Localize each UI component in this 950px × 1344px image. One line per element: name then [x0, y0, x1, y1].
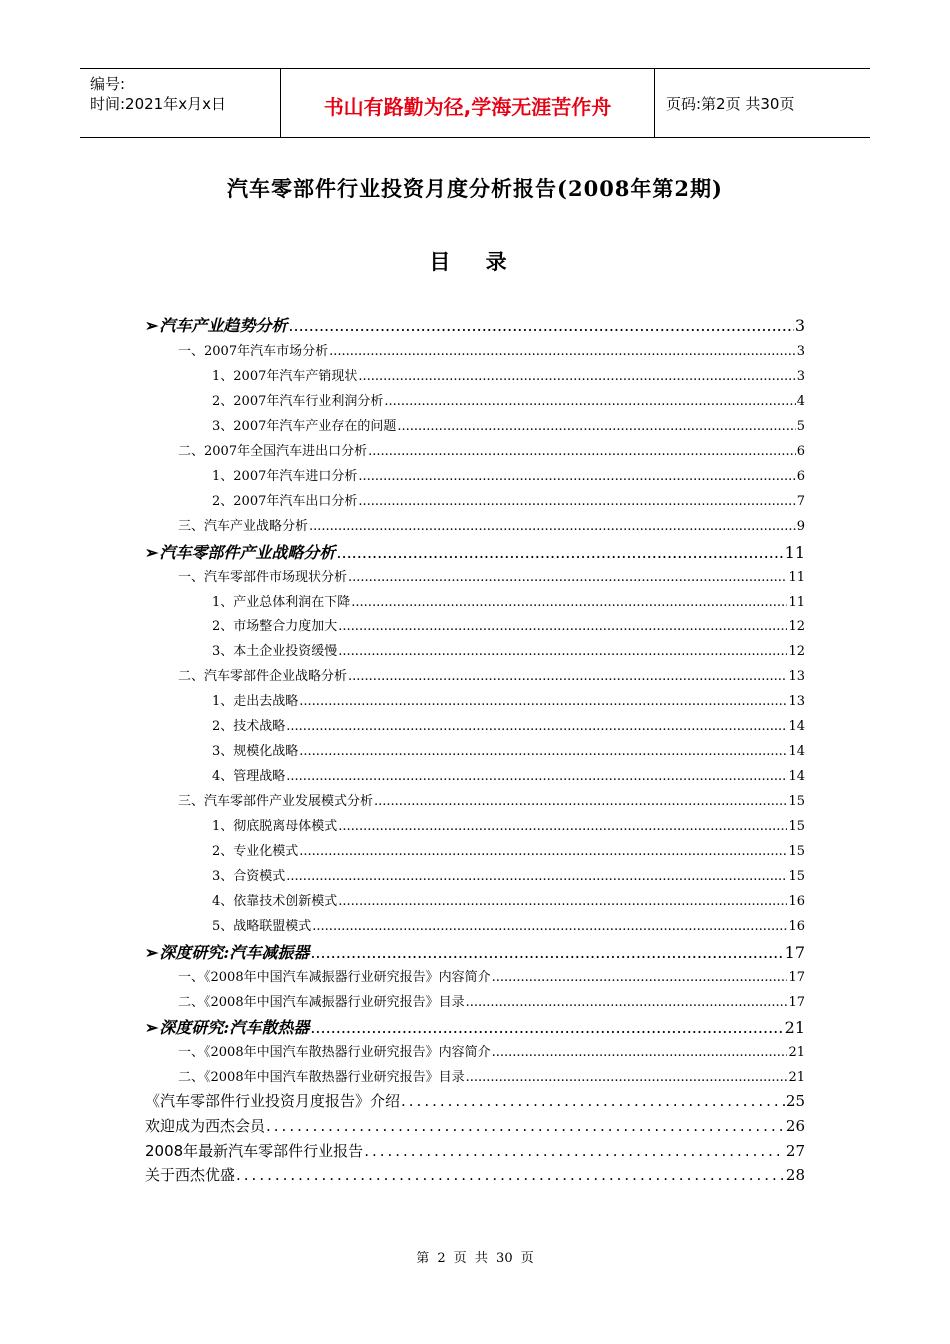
toc-entry[interactable] — [178, 566, 805, 585]
toc-entry[interactable] — [212, 865, 805, 884]
toc-dot-leader — [348, 669, 787, 684]
toc-entry-title: 2、专业化模式 — [212, 844, 299, 859]
toc-page-number: 15 — [788, 844, 805, 859]
toc-entry-title: 1、走出去战略 — [212, 694, 299, 709]
toc-entry-title: 1、产业总体利润在下降 — [212, 595, 351, 610]
toc-entry-label: 深度研究:汽车散热器 — [159, 1018, 310, 1037]
toc-entry-title: 欢迎成为西杰会员 — [145, 1117, 266, 1135]
toc-entry[interactable] — [212, 390, 805, 409]
toc-dot-leader — [266, 1117, 785, 1135]
toc-dot-leader — [286, 719, 787, 734]
toc-entry[interactable] — [212, 615, 805, 634]
toc-entry[interactable] — [145, 1115, 805, 1136]
header-motto-cell — [280, 69, 655, 137]
toc-entry-title: 关于西杰优盛 — [145, 1166, 236, 1184]
toc-entry[interactable] — [178, 665, 805, 684]
toc-entry-title — [145, 940, 309, 963]
toc-entry[interactable] — [178, 340, 805, 359]
toc-dot-leader — [312, 919, 787, 934]
toc-dot-leader — [338, 819, 787, 834]
toc-page-number: 4 — [796, 394, 805, 409]
toc-entry[interactable] — [212, 715, 805, 734]
toc-page-number: 25 — [785, 1092, 805, 1110]
toc-dot-leader — [310, 1018, 783, 1037]
toc-dot-leader — [288, 316, 793, 335]
toc-entry-title: 一、《2008年中国汽车散热器行业研究报告》内容简介 — [178, 1045, 491, 1060]
toc-entry-title — [145, 1015, 309, 1038]
toc-entry-title: 一、汽车零部件市场现状分析 — [178, 570, 348, 585]
toc-dot-leader — [368, 444, 796, 459]
toc-page-number: 15 — [788, 869, 805, 884]
toc-page-number: 15 — [788, 794, 805, 809]
toc-dot-leader — [236, 1166, 785, 1184]
toc-dot-leader — [336, 543, 783, 562]
toc-entry-title: 2008年最新汽车零部件行业报告 — [145, 1142, 364, 1160]
arrow-bullet-icon: ➢ — [145, 943, 159, 962]
toc-page-number: 5 — [796, 419, 805, 434]
page-footer: 第 2 页 共 30 页 — [416, 1251, 534, 1266]
toc-dot-leader — [358, 369, 795, 384]
toc-page-number: 13 — [788, 694, 805, 709]
header-page-info: 页码:第2页 共30页 — [666, 95, 795, 113]
toc-dot-leader — [309, 519, 796, 534]
number-label: 编号: — [90, 75, 126, 93]
toc-page-number: 15 — [788, 819, 805, 834]
toc-entry-title: 3、本土企业投资缓慢 — [212, 644, 338, 659]
toc-entry[interactable] — [212, 765, 805, 784]
toc-dot-leader — [329, 344, 796, 359]
toc-dot-leader — [466, 1070, 788, 1085]
toc-page-number: 17 — [784, 943, 805, 962]
toc-entry-title: 2、2007年汽车行业利润分析 — [212, 394, 384, 409]
toc-entry[interactable] — [212, 815, 805, 834]
toc-section-entry[interactable] — [145, 540, 805, 563]
toc-entry-title: 二、2007年全国汽车进出口分析 — [178, 444, 368, 459]
toc-entry[interactable] — [212, 365, 805, 384]
toc-page-number: 14 — [788, 719, 805, 734]
toc-page-number: 21 — [784, 1018, 805, 1037]
toc-dot-leader — [492, 1045, 788, 1060]
toc-entry-title: 一、《2008年中国汽车减振器行业研究报告》内容简介 — [178, 970, 491, 985]
toc-entry-title: 1、2007年汽车产销现状 — [212, 369, 358, 384]
toc-page-number: 9 — [796, 519, 805, 534]
toc-dot-leader — [338, 619, 787, 634]
toc-section-entry[interactable] — [145, 1015, 805, 1038]
toc-dot-leader — [299, 694, 787, 709]
toc-page-number: 3 — [796, 344, 805, 359]
toc-entry-title: 3、规模化战略 — [212, 744, 299, 759]
toc-dot-leader — [401, 1092, 785, 1110]
toc-entry[interactable] — [145, 1090, 805, 1111]
toc-entry-title — [145, 540, 335, 563]
toc-page-number: 11 — [788, 595, 805, 610]
toc-page-number: 16 — [788, 919, 805, 934]
toc-entry-title — [145, 313, 287, 336]
toc-entry-title: 二、汽车零部件企业战略分析 — [178, 669, 348, 684]
toc-entry[interactable] — [212, 840, 805, 859]
toc-dot-leader — [348, 570, 787, 585]
toc-entry-title: 2、技术战略 — [212, 719, 286, 734]
toc-dot-leader — [358, 494, 795, 509]
header-meta-cell — [80, 69, 280, 137]
toc-entry[interactable] — [145, 1140, 805, 1161]
toc-dot-leader — [338, 644, 787, 659]
toc-entry-title: 3、合资模式 — [212, 869, 286, 884]
toc-entry[interactable] — [178, 1041, 805, 1060]
toc-dot-leader — [286, 869, 787, 884]
toc-page-number: 11 — [788, 570, 805, 585]
toc-entry[interactable] — [212, 890, 805, 909]
toc-entry-label: 汽车零部件产业战略分析 — [159, 543, 336, 562]
toc-dot-leader — [374, 794, 787, 809]
toc-entry-title: 4、依靠技术创新模式 — [212, 894, 338, 909]
header-page-cell — [654, 69, 870, 137]
toc-dot-leader — [351, 595, 787, 610]
arrow-bullet-icon: ➢ — [145, 543, 159, 562]
arrow-bullet-icon: ➢ — [145, 316, 159, 335]
toc-entry[interactable] — [178, 440, 805, 459]
toc-entry-title: 5、战略联盟模式 — [212, 919, 312, 934]
toc-entry-title: 三、汽车零部件产业发展模式分析 — [178, 794, 374, 809]
toc-entry-title: 1、彻底脱离母体模式 — [212, 819, 338, 834]
toc-page-number: 17 — [788, 970, 805, 985]
toc-dot-leader — [299, 744, 787, 759]
toc-section-entry[interactable] — [145, 940, 805, 963]
toc-entry-title: 二、《2008年中国汽车散热器行业研究报告》目录 — [178, 1070, 465, 1085]
toc-entry[interactable] — [212, 465, 805, 484]
header-motto: 书山有路勤为径,学海无涯苦作舟 — [323, 95, 612, 119]
document-header — [80, 68, 870, 138]
toc-entry-title: 二、《2008年中国汽车减振器行业研究报告》目录 — [178, 995, 465, 1010]
toc-dot-leader — [299, 844, 787, 859]
toc-page-number: 6 — [796, 469, 805, 484]
toc-page-number: 13 — [788, 669, 805, 684]
toc-page-number: 6 — [796, 444, 805, 459]
toc-dot-leader — [338, 894, 787, 909]
toc-page-number: 12 — [788, 619, 805, 634]
document-title: 汽车零部件行业投资月度分析报告(2008年第2期) — [227, 176, 723, 201]
toc-page-number: 17 — [788, 995, 805, 1010]
toc-entry-label: 汽车产业趋势分析 — [159, 316, 288, 335]
toc-page-number: 21 — [788, 1070, 805, 1085]
toc-page-number: 7 — [796, 494, 805, 509]
toc-dot-leader — [384, 394, 795, 409]
toc-dot-leader — [358, 469, 795, 484]
toc-entry-title: 一、2007年汽车市场分析 — [178, 344, 329, 359]
toc-dot-leader — [364, 1142, 785, 1160]
toc-entry[interactable] — [212, 915, 805, 934]
toc-entry[interactable] — [178, 966, 805, 985]
toc-entry[interactable] — [212, 415, 805, 434]
toc-entry[interactable] — [212, 690, 805, 709]
toc-entry-title: 1、2007年汽车进口分析 — [212, 469, 358, 484]
toc-entry[interactable] — [178, 515, 805, 534]
toc-entry-title: 《汽车零部件行业投资月度报告》介绍 — [145, 1092, 401, 1110]
toc-entry-title: 3、2007年汽车产业存在的问题 — [212, 419, 397, 434]
toc-entry[interactable] — [212, 740, 805, 759]
toc-page-number: 11 — [784, 543, 805, 562]
arrow-bullet-icon: ➢ — [145, 1018, 159, 1037]
toc-entry-title: 2、市场整合力度加大 — [212, 619, 338, 634]
toc-page-number: 16 — [788, 894, 805, 909]
toc-page-number: 26 — [785, 1117, 805, 1135]
toc-entry[interactable] — [212, 591, 805, 610]
toc-entry[interactable] — [178, 790, 805, 809]
toc-dot-leader — [397, 419, 795, 434]
toc-page-number: 28 — [785, 1166, 805, 1184]
toc-section-entry[interactable] — [145, 313, 805, 336]
toc-page-number: 12 — [788, 644, 805, 659]
toc-entry-title: 三、汽车产业战略分析 — [178, 519, 309, 534]
toc-page-number: 21 — [788, 1045, 805, 1060]
toc-page-number: 27 — [785, 1142, 805, 1160]
toc-dot-leader — [286, 769, 787, 784]
toc-entry-title: 2、2007年汽车出口分析 — [212, 494, 358, 509]
toc-dot-leader — [310, 943, 783, 962]
toc-page-number: 14 — [788, 769, 805, 784]
toc-entry[interactable] — [145, 1164, 805, 1185]
toc-dot-leader — [466, 995, 788, 1010]
toc-page-number: 3 — [794, 316, 805, 335]
toc-dot-leader — [492, 970, 788, 985]
toc-page-number: 14 — [788, 744, 805, 759]
toc-entry[interactable] — [178, 991, 805, 1010]
toc-entry[interactable] — [212, 640, 805, 659]
toc-entry-label: 深度研究:汽车减振器 — [159, 943, 310, 962]
toc-entry-title: 4、管理战略 — [212, 769, 286, 784]
toc-entry[interactable] — [212, 490, 805, 509]
toc-heading: 目 录 — [429, 249, 521, 274]
toc-page-number: 3 — [796, 369, 805, 384]
time-label: 时间:2021年x月x日 — [90, 95, 226, 113]
toc-entry[interactable] — [178, 1066, 805, 1085]
